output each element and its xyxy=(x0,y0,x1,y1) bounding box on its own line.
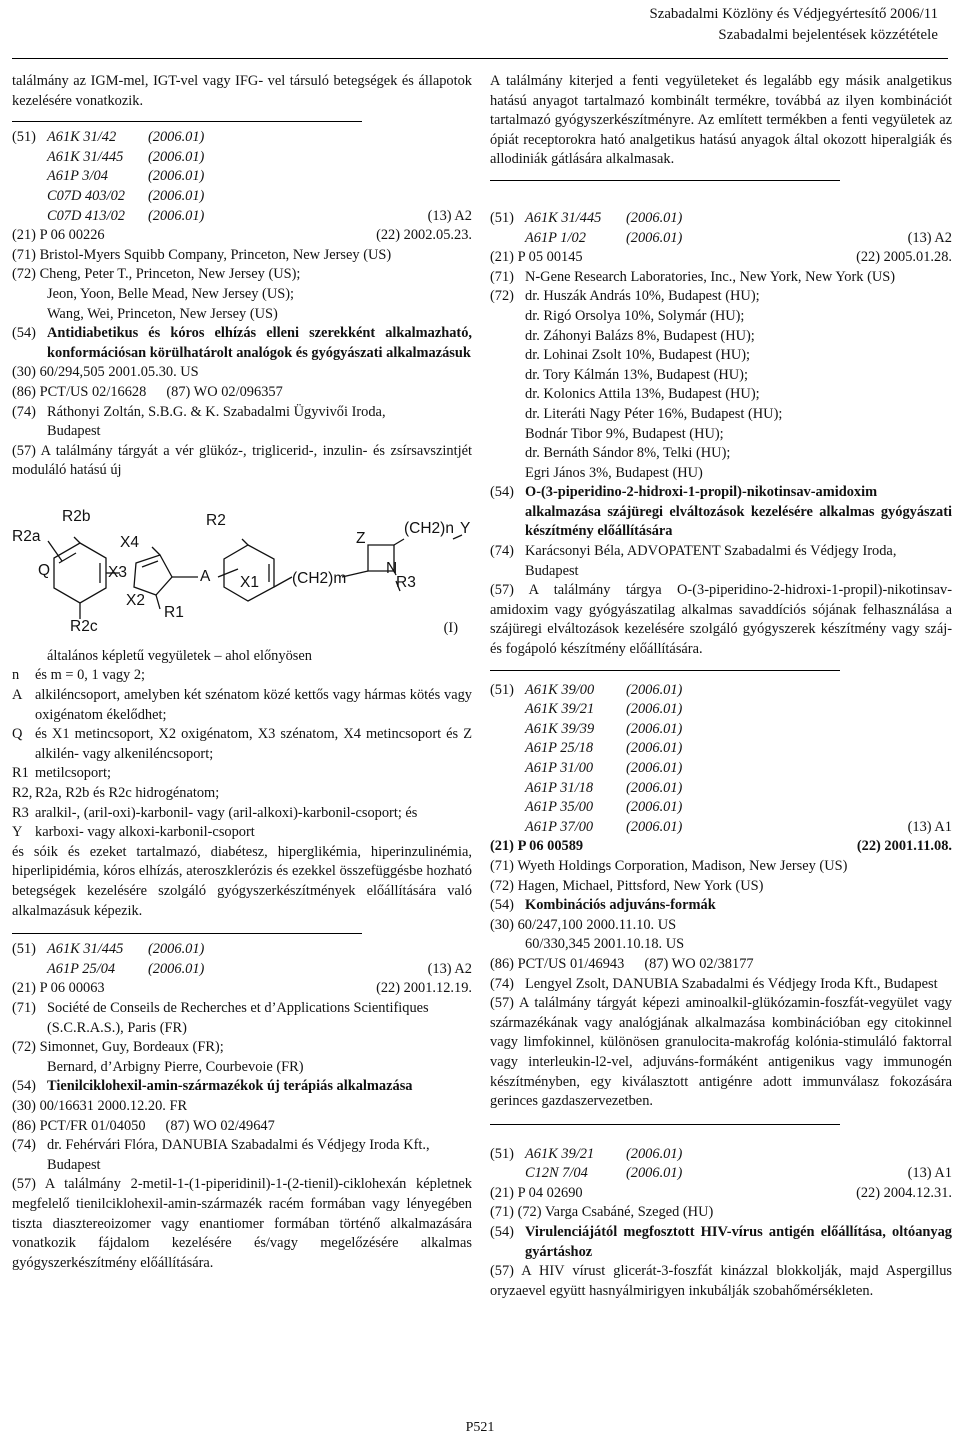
agent-line: (74) dr. Fehérvári Flóra, DANUBIA Szabadalmi és Védjegy Iroda Kft., Budapest xyxy=(12,1136,472,1175)
application-line xyxy=(490,837,952,857)
title-line: (54) O-(3-piperidino-2-hidroxi-1-propil)-nikotinsav-amidoxim alkalmazása szájüregi elváltozások kezelésére alkalmas gyógyászati készítmény előállítására xyxy=(490,483,952,542)
priority: (30) 60/294,505 2001.05.30. US xyxy=(12,364,199,381)
label-x3: X3 xyxy=(108,563,127,581)
title-line: (54) Virulenciájától megfosztott HIV-vírus antigén előállítása, oltóanyag gyártáshoz xyxy=(490,1223,952,1262)
ipc-line: (51) A61K 39/21 (2006.01) xyxy=(490,1145,683,1162)
ipc-line: A61P 31/00 (2006.01) xyxy=(525,760,683,776)
agent-line: (74) Lengyel Zsolt, DANUBIA Szabadalmi és Védjegy Iroda Kft., Budapest xyxy=(490,975,952,995)
abstract: (57) A HIV vírust glicerát-3-foszfát kinázzal blokkolják, majd Aspergillus oryzaevel együtt hasnyálmirigyen inkubálják szobahőmérsékleten. xyxy=(490,1263,952,1299)
inventor: dr. Huszák András 10%, Budapest (HU); xyxy=(525,288,760,305)
label-r1: R1 xyxy=(164,603,184,621)
priority: 60/330,345 2001.10.18. US xyxy=(525,936,685,953)
inventors-block: (72) dr. Huszák András 10%, Budapest (HU); dr. Rigó Orsolya 10%, Solymár (HU); dr. Záhonyi Balázs 8%, Budapest (HU); dr. Lohinai Zsolt 10%, Budapest (HU); dr. Tory Kálmán 13%, Budapest (HU); dr. Kolonics Attila 13%, Budapest (HU); dr. Literáti Nagy Péter 16%, Budapest (HU); Bodnár Tibor 9%, Budapest (HU); dr. Bernáth Sándor 8%, Telki (HU); Egri János 3%, Budapest (HU) xyxy=(490,287,952,483)
inventor: Bodnár Tibor 9%, Budapest (HU); xyxy=(525,425,724,442)
label-r2a: R2a xyxy=(12,527,41,545)
ipc-line: A61P 31/18 (2006.01) xyxy=(525,779,683,796)
ipc-line: A61K 31/445 (2006.01) xyxy=(47,148,205,165)
agent-line: (74) Karácsonyi Béla, ADVOPATENT Szabadalmi és Védjegy Iroda, Budapest xyxy=(490,542,952,581)
kind-code: (13) A1 xyxy=(907,1165,952,1182)
application-number: (21) P 06 00226 xyxy=(12,227,105,244)
ipc-line: A61K 39/39 (2006.01) xyxy=(525,720,683,737)
ipc-line: (51) A61K 31/42 (2006.01) xyxy=(12,129,205,146)
label-x1: X1 xyxy=(240,573,259,591)
entry-separator xyxy=(12,121,362,122)
title-line: (54) Kombinációs adjuváns-formák xyxy=(490,896,952,916)
entry-separator xyxy=(490,670,840,671)
inventor: Bernard, d’Arbigny Pierre, Courbevoie (FR) xyxy=(47,1058,304,1075)
agent: Lengyel Zsolt, DANUBIA Szabadalmi és Védjegy Iroda Kft., Budapest xyxy=(525,975,938,992)
application-line xyxy=(490,1184,952,1204)
intro-text: A találmány kiterjed a fenti vegyületeket és legalább egy másik analgetikus hatású anyagot tartalmazó kombinált termékre, továbbá az ilyen kombinációt tartalmazó gyógyszerkészítményre. Az említett termékben a fenti vegyületek az ópiát receptorokra ható analgetikus hatású anyagok által okozott hiperalgiák és allodiniák gátlására alkalmasak. xyxy=(490,73,952,168)
inventor: dr. Lohinai Zsolt 10%, Budapest (HU); xyxy=(525,347,751,364)
ipc-line: A61P 25/04 (2006.01) (13) A2 xyxy=(12,960,472,980)
definition-item: A alkiléncsoport, amelyben két szénatom közé kettős vagy hármas kötés vagy oxigénatom ékelődhet; xyxy=(12,687,472,723)
patent-title: O-(3-piperidino-2-hidroxi-1-propil)-nikotinsav-amidoxim alkalmazása szájüregi elváltozások kezelésére alkalmas gyógyászati készítmény előállítására xyxy=(525,484,952,540)
label-n: N xyxy=(386,559,398,577)
ipc-line: C12N 7/04 (2006.01) (13) A1 xyxy=(490,1164,952,1184)
ipc-line: A61P 37/00 (2006.01) (13) A1 xyxy=(490,818,952,838)
substituent-definitions xyxy=(12,666,472,842)
inventor: dr. Literáti Nagy Péter 16%, Budapest (HU); xyxy=(525,405,783,422)
ipc-line: A61P 1/02 (2006.01) (13) A2 xyxy=(490,229,952,249)
entry-separator xyxy=(490,180,840,181)
title-line: (54) Antidiabetikus és kóros elhízás elleni szerekként alkalmazható, konformációsan körülhatárolt analógok és gyógyászati alkalmazásuk xyxy=(12,324,472,363)
label-r2c: R2c xyxy=(70,617,98,635)
definition-item: R3 aralkil-, (aril-oxi)-karbonil- vagy (aril-alkoxi)-karbonil-csoport; és xyxy=(12,804,418,821)
application-line xyxy=(12,226,472,246)
intro-text: találmány az IGM-mel, IGT-vel vagy IFG- vel társuló betegségek és állapotok kezelésére vonatkozik. xyxy=(12,73,472,109)
applicant-line: (71) Société de Conseils de Recherches et d’Applications Scientifiques (S.C.R.A.S.), Paris (FR) xyxy=(12,999,472,1038)
patent-title: Antidiabetikus és kóros elhízás elleni szerekként alkalmazható, konformációsan körülhatárolt analógok és gyógyászati alkalmazásuk xyxy=(47,325,472,361)
inventor: dr. Rigó Orsolya 10%, Solymár (HU); xyxy=(525,307,745,324)
pct-line: (86) PCT/FR 01/04050 (87) WO 02/49647 xyxy=(12,1117,275,1134)
title-line: (54) Tienilciklohexil-amin-származékok új terápiás alkalmazása xyxy=(12,1077,472,1097)
inventor: (72) Simonnet, Guy, Bordeaux (FR); xyxy=(12,1039,224,1056)
page-number: P521 xyxy=(465,1420,495,1435)
general-formula-text: általános képletű vegyületek – ahol előnyösen xyxy=(47,647,312,664)
ipc-line: A61P 25/18 (2006.01) xyxy=(525,740,683,757)
patent-title: Virulenciájától megfosztott HIV-vírus antigén előállítása, oltóanyag gyártáshoz xyxy=(525,1224,952,1260)
application-number: (21) P 06 00589 xyxy=(490,838,584,855)
abstract: (57) A találmány tárgyát képezi aminoalkil-glükózamin-foszfát-vegyület vagy származékának vagy analógjának alkalmazása kombinációban egy citokinnel vagy limfokinnel, különösen granulocita-makrofág kolónia-stimuláló faktorral vagy interleukin-l2-vel, adjuváns-formáként antigenikus vagy immunogén készítményben, egy kiválasztott antigénre adott immunválasz fokozására gerinces gazdaszervezetben. xyxy=(490,995,952,1110)
inventor: dr. Bernáth Sándor 8%, Telki (HU); xyxy=(525,445,731,462)
header-divider xyxy=(12,58,948,59)
applicant: (71) (72) Varga Csabáné, Szeged (HU) xyxy=(490,1204,714,1221)
agent-line: (74) Ráthonyi Zoltán, S.B.G. & K. Szabadalmi Ügyvivői Iroda, Budapest xyxy=(12,403,472,442)
entry-p0600063 xyxy=(12,940,472,1273)
applicant: (71) Bristol-Myers Squibb Company, Princeton, New Jersey (US) xyxy=(12,246,392,263)
application-date: (22) 2005.01.28. xyxy=(856,249,952,266)
inventor: dr. Záhonyi Balázs 8%, Budapest (HU); xyxy=(525,327,755,344)
label-a: A xyxy=(200,567,211,585)
entry-p0500145 xyxy=(490,209,952,660)
applicant: N-Gene Research Laboratories, Inc., New York, New York (US) xyxy=(525,268,896,285)
pct-line: (86) PCT/US 01/46943 (87) WO 02/38177 xyxy=(490,955,754,972)
label-z: Z xyxy=(356,529,366,547)
inventor: (72) Cheng, Peter T., Princeton, New Jersey (US); xyxy=(12,266,301,283)
entry-separator xyxy=(490,1124,840,1125)
abstract: (57) A találmány tárgyát a vér glükóz-, triglicerid-, inzulin- és zsírsavszintjét moduláló hatású új xyxy=(12,442,472,479)
ipc-line: A61P 3/04 (2006.01) xyxy=(47,168,205,185)
pct-line: (86) PCT/US 02/16628 (87) WO 02/096357 xyxy=(12,383,283,400)
kind-code: (13) A1 xyxy=(907,818,952,835)
label-q: Q xyxy=(38,561,51,579)
kind-code: (13) A2 xyxy=(907,229,952,246)
ipc-line: (51) A61K 31/445 (2006.01) xyxy=(490,209,683,226)
patent-title: Tienilciklohexil-amin-származékok új terápiás alkalmazása xyxy=(47,1078,413,1095)
inventor: (72) Hagen, Michael, Pittsford, New York (US) xyxy=(490,877,764,894)
patent-title: Kombinációs adjuváns-formák xyxy=(525,897,716,914)
priority: (30) 00/16631 2000.12.20. FR xyxy=(12,1097,188,1114)
label-r3: R3 xyxy=(396,573,416,591)
inventor: Egri János 3%, Budapest (HU) xyxy=(525,464,703,481)
applicant: Société de Conseils de Recherches et d’Applications Scientifiques (S.C.R.A.S.), Paris (FR) xyxy=(47,999,429,1036)
application-line xyxy=(12,979,472,999)
inventor: Jeon, Yoon, Belle Mead, New Jersey (US); xyxy=(47,285,295,302)
inventor: dr. Tory Kálmán 13%, Budapest (HU); xyxy=(525,366,748,383)
entry-p0600226 xyxy=(12,128,472,921)
application-number: (21) P 04 02690 xyxy=(490,1184,583,1201)
entry-separator xyxy=(12,933,362,934)
entry-p0600589 xyxy=(490,681,952,1112)
label-x4: X4 xyxy=(120,533,139,551)
ipc-line: C07D 413/02 (2006.01) (13) A2 xyxy=(12,207,472,227)
label-r2: R2 xyxy=(206,511,226,529)
ipc-line: (51) A61K 31/445 (2006.01) xyxy=(12,941,205,958)
label-ch2m: (CH2)m xyxy=(292,569,347,587)
inventor: dr. Kolonics Attila 13%, Budapest (HU); xyxy=(525,386,760,403)
ipc-line: (51) A61K 39/00 (2006.01) xyxy=(490,681,683,698)
ipc-line: A61K 39/21 (2006.01) xyxy=(525,701,683,718)
ipc-line: A61P 35/00 (2006.01) xyxy=(525,799,683,816)
applicant: (71) Wyeth Holdings Corporation, Madison, New Jersey (US) xyxy=(490,857,848,874)
definition-item: R1 metilcsoport; xyxy=(12,765,111,782)
closing-text: és sóik és ezeket tartalmazó, diabétesz, hiperglikémia, hiperinzulinémia, hiperlipidémia, kóros elhízás, ateroszklerózis és ezekkel összefüggésbe hozható betegségek kezelésére szolgáló gyógyszerkészítmények előállítására való alkalmazásuk képezik. xyxy=(12,843,472,919)
agent: Ráthonyi Zoltán, S.B.G. & K. Szabadalmi Ügyvivői Iroda, Budapest xyxy=(47,403,386,440)
journal-title: Szabadalmi Közlöny és Védjegyértesítő 2006/11 xyxy=(649,6,938,22)
kind-code: (13) A2 xyxy=(427,960,472,977)
inventor: Wang, Wei, Princeton, New Jersey (US) xyxy=(47,305,278,322)
label-x2: X2 xyxy=(126,591,145,609)
definition-item: R2, R2a, R2b és R2c hidrogénatom; xyxy=(12,785,220,802)
entry-p0402690 xyxy=(490,1145,952,1302)
applicant-line: (71) N-Gene Research Laboratories, Inc., New York, New York (US) xyxy=(490,268,952,288)
application-date: (22) 2001.12.19. xyxy=(376,980,472,997)
label-ch2n: (CH2)n xyxy=(404,519,454,537)
formula-number: (I) xyxy=(443,619,458,636)
label-y: Y xyxy=(460,519,471,537)
priority: (30) 60/247,100 2000.11.10. US xyxy=(490,916,677,933)
definition-item: n és m = 0, 1 vagy 2; xyxy=(12,667,146,684)
section-title: Szabadalmi bejelentések közzététele xyxy=(718,27,938,43)
application-number: (21) P 06 00063 xyxy=(12,980,105,997)
application-line xyxy=(490,248,952,268)
abstract: (57) A találmány tárgya O-(3-piperidino-2-hidroxi-1-propil)-nikotinsav-amidoxim vagy gyógyászatilag alkalmas savaddíciós sójának felhasználása a szájüregi elváltozások kezelésére szolgáló gyógyszerek készítmény vagy száj- és fogápoló készítmény előállítására. xyxy=(490,582,952,658)
label-r2b: R2b xyxy=(62,507,91,525)
agent: dr. Fehérvári Flóra, DANUBIA Szabadalmi és Védjegy Iroda Kft., Budapest xyxy=(47,1137,430,1173)
chemical-formula xyxy=(12,507,472,647)
page-header xyxy=(650,4,938,46)
definition-item: Y karboxi- vagy alkoxi-karbonil-csoport xyxy=(12,824,255,841)
application-date: (22) 2001.11.08. xyxy=(856,838,952,855)
left-column xyxy=(12,72,472,1273)
application-date: (22) 2004.12.31. xyxy=(856,1184,952,1201)
abstract: (57) A találmány 2-metil-1-(1-piperidinil)-1-(2-tienil)-ciklohexán képletnek megfelelő tienilciklohexil-amin-származék racém formában vagy lényegében tiszta diasztereoizomer vagy enantiomer formában történő alkalmazására vonatkozik fájdalom kezelésére és/vagy megelőzésére alkalmas gyógyszerkészítmény előállítására. xyxy=(12,1176,472,1271)
ipc-line: C07D 403/02 (2006.01) xyxy=(47,187,205,204)
kind-code: (13) A2 xyxy=(427,207,472,224)
right-column xyxy=(490,72,952,1301)
definition-item: Q és X1 metincsoport, X2 oxigénatom, X3 szénatom, X4 metincsoport és Z alkilén- vagy alkeniléncsoport; xyxy=(12,726,472,762)
application-number: (21) P 05 00145 xyxy=(490,249,583,266)
application-date: (22) 2002.05.23. xyxy=(376,227,472,244)
agent: Karácsonyi Béla, ADVOPATENT Szabadalmi és Védjegy Iroda, Budapest xyxy=(525,543,897,579)
